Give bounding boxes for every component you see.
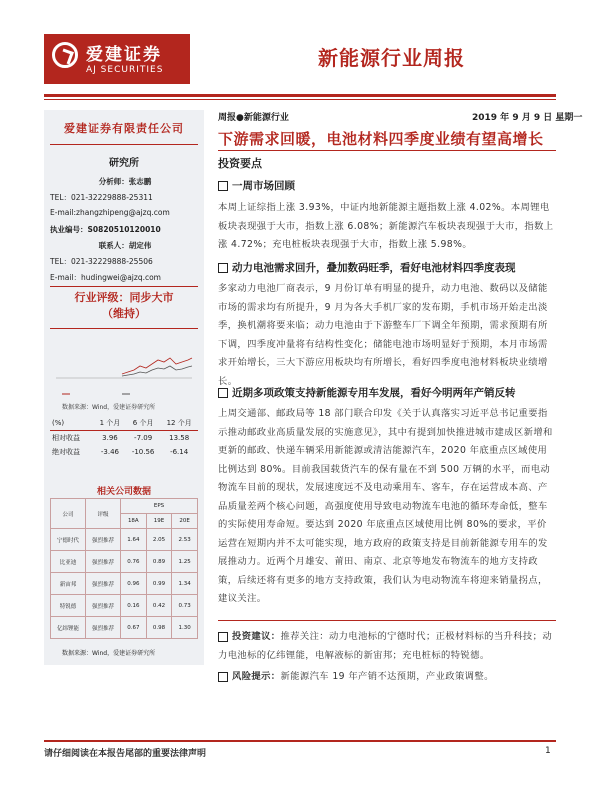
comp-row xyxy=(51,551,198,573)
report-type-title: 新能源行业周报 xyxy=(318,46,465,70)
sidebar-divider xyxy=(50,286,198,287)
logo-english-name: AJ SECURITIES xyxy=(86,65,164,75)
comp-cell: 强烈推荐 xyxy=(86,551,121,573)
comp-year: 19E xyxy=(146,514,172,529)
comp-cell: 0.98 xyxy=(146,617,172,639)
comp-year: 18A xyxy=(121,514,147,529)
sidebar-divider xyxy=(50,144,198,145)
investment-advice xyxy=(218,628,556,665)
report-date: 2019 年 9 月 9 日 星期一 xyxy=(472,113,583,123)
footer-divider xyxy=(44,740,556,742)
perf-cell: -6.14 xyxy=(170,448,189,456)
comp-cell: 1.30 xyxy=(172,617,198,639)
comp-cell: 强烈推荐 xyxy=(86,529,121,551)
comp-cell: 2.05 xyxy=(146,529,172,551)
report-category: 周报●新能源行业 xyxy=(218,113,289,123)
rating-line: 行业评级：同步大市 xyxy=(74,291,174,304)
page-number: 1 xyxy=(545,746,551,756)
risk-label: 风险提示： xyxy=(232,671,281,682)
section-heading xyxy=(218,385,516,400)
relative-performance-chart xyxy=(52,334,196,400)
comp-row xyxy=(51,573,198,595)
comp-cell: 1.64 xyxy=(121,529,147,551)
perf-cell: -3.46 xyxy=(100,448,120,456)
header-divider xyxy=(44,94,556,97)
comp-cell: 0.99 xyxy=(146,573,172,595)
section-body: 本周上证综指上涨 3.93%，中证内地新能源主题指数上涨 4.02%。本周锂电板块表现强于大市，指数上涨 6.08%；新能源汽车板块表现强于大市，指数上涨 4.72%；充电桩板块表现强于大市，指数上涨 5.98%。 xyxy=(218,202,554,250)
header-divider-thin xyxy=(44,99,556,100)
analyst-email[interactable]: E-mail:zhangzhipeng@ajzq.com xyxy=(50,208,170,217)
comp-cell: 0.42 xyxy=(146,595,172,617)
performance-table xyxy=(50,416,198,459)
perf-cell: -10.56 xyxy=(131,448,155,456)
checkbox-bullet-icon xyxy=(218,263,228,273)
perf-cell: 相对收益 xyxy=(52,434,80,442)
comp-cell: 1.25 xyxy=(172,551,198,573)
comp-cell: 0.89 xyxy=(146,551,172,573)
logo-chinese-name: 爱建证券 xyxy=(86,45,162,65)
comp-row xyxy=(51,617,198,639)
section-heading xyxy=(218,260,516,275)
firm-name: 爱建证券有限责任公司 xyxy=(64,122,184,135)
rating-maintain: （维持） xyxy=(102,307,146,320)
perf-header: 6 个月 xyxy=(126,416,160,431)
checkbox-bullet-icon xyxy=(218,672,228,682)
comp-cell: 0.16 xyxy=(121,595,147,617)
perf-header-row xyxy=(50,416,198,431)
legal-disclaimer-link[interactable]: 请仔细阅读在本报告尾部的重要法律声明 xyxy=(44,749,207,759)
section-body: 多家动力电池厂商表示，9 月份订单有明显的提升，动力电池、数码以及储能市场的需求均有所提升，9 月为各大手机厂家的发布期，手机市场开始走出淡季，换机潮将要来临；动力电池由于下游整车厂下调全年预期，需求预期有所下调，四季度冲量将有结构性变化；储能电池市场明显好于预期，本月市场需求开始增长，三大下游应用板块均有所增长，看好四季度电池材料板块业绩增长。 xyxy=(218,283,548,387)
comp-table-source: 数据来源：Wind，爱建证券研究所 xyxy=(62,650,156,657)
checkbox-bullet-icon xyxy=(218,181,228,191)
advice-label: 投资建议： xyxy=(232,631,281,642)
comp-header-rating: 评级 xyxy=(86,499,121,529)
title-divider xyxy=(218,150,556,151)
report-title: 下游需求回暖，电池材料四季度业绩有望高增长 xyxy=(218,130,544,148)
perf-cell: 3.96 xyxy=(102,434,118,442)
chart-series-benchmark xyxy=(122,366,192,376)
perf-header: 12 个月 xyxy=(160,416,198,431)
comp-header-row xyxy=(51,499,198,514)
comp-year: 20E xyxy=(172,514,198,529)
perf-header: (%) xyxy=(50,416,94,431)
section-body: 上周交通部、邮政局等 18 部门联合印发《关于认真落实习近平总书记重要指示推动邮政业高质量发展的实施意见》，其中有提到加快推进城市建成区新增和更新的邮政、快递车辆采用新能源或清洁能源汽车，2020 年底重点区域使用比例达到 80%。目前我国载货汽车的保有量在不到 500 万辆的水平，而电动物流车目前的现状，发展速度远不及电动乘用车、客车，存在运营成本高、产品质量差两个核心问题，高强度使用导致电动物流车电池的循环寿命低，整车的实际使用寿命短。要达到 2020 年底重点区域使用比例 80%的要求，平价运营在短期内并不太可能实现，地方政府的政策支持是目前新能源专用车的发展推动力。近两个月雄安、莆田、南京、北京等地发布物流车的地方支持政策，后续还将有更多的地方支持政策，我们认为电动物流车将迎来销量拐点，建议关注。 xyxy=(218,408,553,604)
comp-cell: 2.53 xyxy=(172,529,198,551)
comp-cell: 0.96 xyxy=(121,573,147,595)
chart-series-index xyxy=(122,358,192,374)
industry-rating xyxy=(44,290,204,322)
comp-cell: 强烈推荐 xyxy=(86,617,121,639)
comp-cell: 1.34 xyxy=(172,573,198,595)
comp-cell: 特锐德 xyxy=(51,595,86,617)
comp-cell: 比亚迪 xyxy=(51,551,86,573)
contact-tel: TEL：021-32229888-25506 xyxy=(50,257,153,266)
checkbox-bullet-icon xyxy=(218,632,228,642)
contact-name: 联系人：胡定伟 xyxy=(98,241,152,250)
comp-cell: 0.73 xyxy=(172,595,198,617)
comp-header-eps: EPS xyxy=(121,499,198,514)
recommendation-divider xyxy=(218,620,556,621)
analyst-name: 分析师：张志鹏 xyxy=(98,177,152,186)
comp-cell: 宁德时代 xyxy=(51,529,86,551)
comp-cell: 0.76 xyxy=(121,551,147,573)
sidebar xyxy=(44,110,204,665)
perf-row xyxy=(50,445,198,459)
contact-email[interactable]: E-mail：hudingwei@ajzq.com xyxy=(50,273,161,282)
company-logo xyxy=(44,34,190,84)
section-heading-text: 一周市场回顾 xyxy=(232,180,295,192)
risk-warning xyxy=(218,668,556,687)
checkbox-bullet-icon xyxy=(218,388,228,398)
related-companies-title: 相关公司数据 xyxy=(96,487,151,497)
comp-row xyxy=(51,595,198,617)
section-heading xyxy=(218,178,295,193)
perf-row xyxy=(50,431,198,446)
perf-cell: -7.09 xyxy=(134,434,153,442)
comp-cell: 新宙邦 xyxy=(51,573,86,595)
section-heading-text: 动力电池需求回升，叠加数码旺季，看好电池材料四季度表现 xyxy=(232,262,516,274)
company-data-table xyxy=(50,498,198,639)
perf-cell: 13.58 xyxy=(169,434,190,442)
logo-mark-icon xyxy=(52,42,78,68)
chart-source: 数据来源：Wind，爱建证券研究所 xyxy=(62,404,156,411)
comp-cell: 强烈推荐 xyxy=(86,595,121,617)
advice-text: 推荐关注：动力电池标的宁德时代；正极材料标的当升科技；动力电池标的亿纬锂能，电解液标的新宙邦；充电桩标的特锐德。 xyxy=(218,631,553,661)
perf-cell: 绝对收益 xyxy=(52,448,80,456)
license-number: 执业编号：S0820510120010 xyxy=(50,225,161,234)
sidebar-divider xyxy=(50,328,198,329)
comp-cell: 0.67 xyxy=(121,617,147,639)
comp-cell: 亿纬锂能 xyxy=(51,617,86,639)
analyst-tel: TEL：021-32229888-25311 xyxy=(50,193,153,202)
comp-row xyxy=(51,529,198,551)
research-dept: 研究所 xyxy=(109,158,139,169)
key-points-label: 投资要点 xyxy=(218,157,262,170)
risk-text: 新能源汽车 19 年产销不达预期，产业政策调整。 xyxy=(280,671,494,682)
comp-cell: 强烈推荐 xyxy=(86,573,121,595)
perf-header: 1 个月 xyxy=(94,416,126,431)
section-heading-text: 近期多项政策支持新能源专用车发展，看好今明两年产销反转 xyxy=(232,387,516,399)
comp-header-company: 公司 xyxy=(51,499,86,529)
